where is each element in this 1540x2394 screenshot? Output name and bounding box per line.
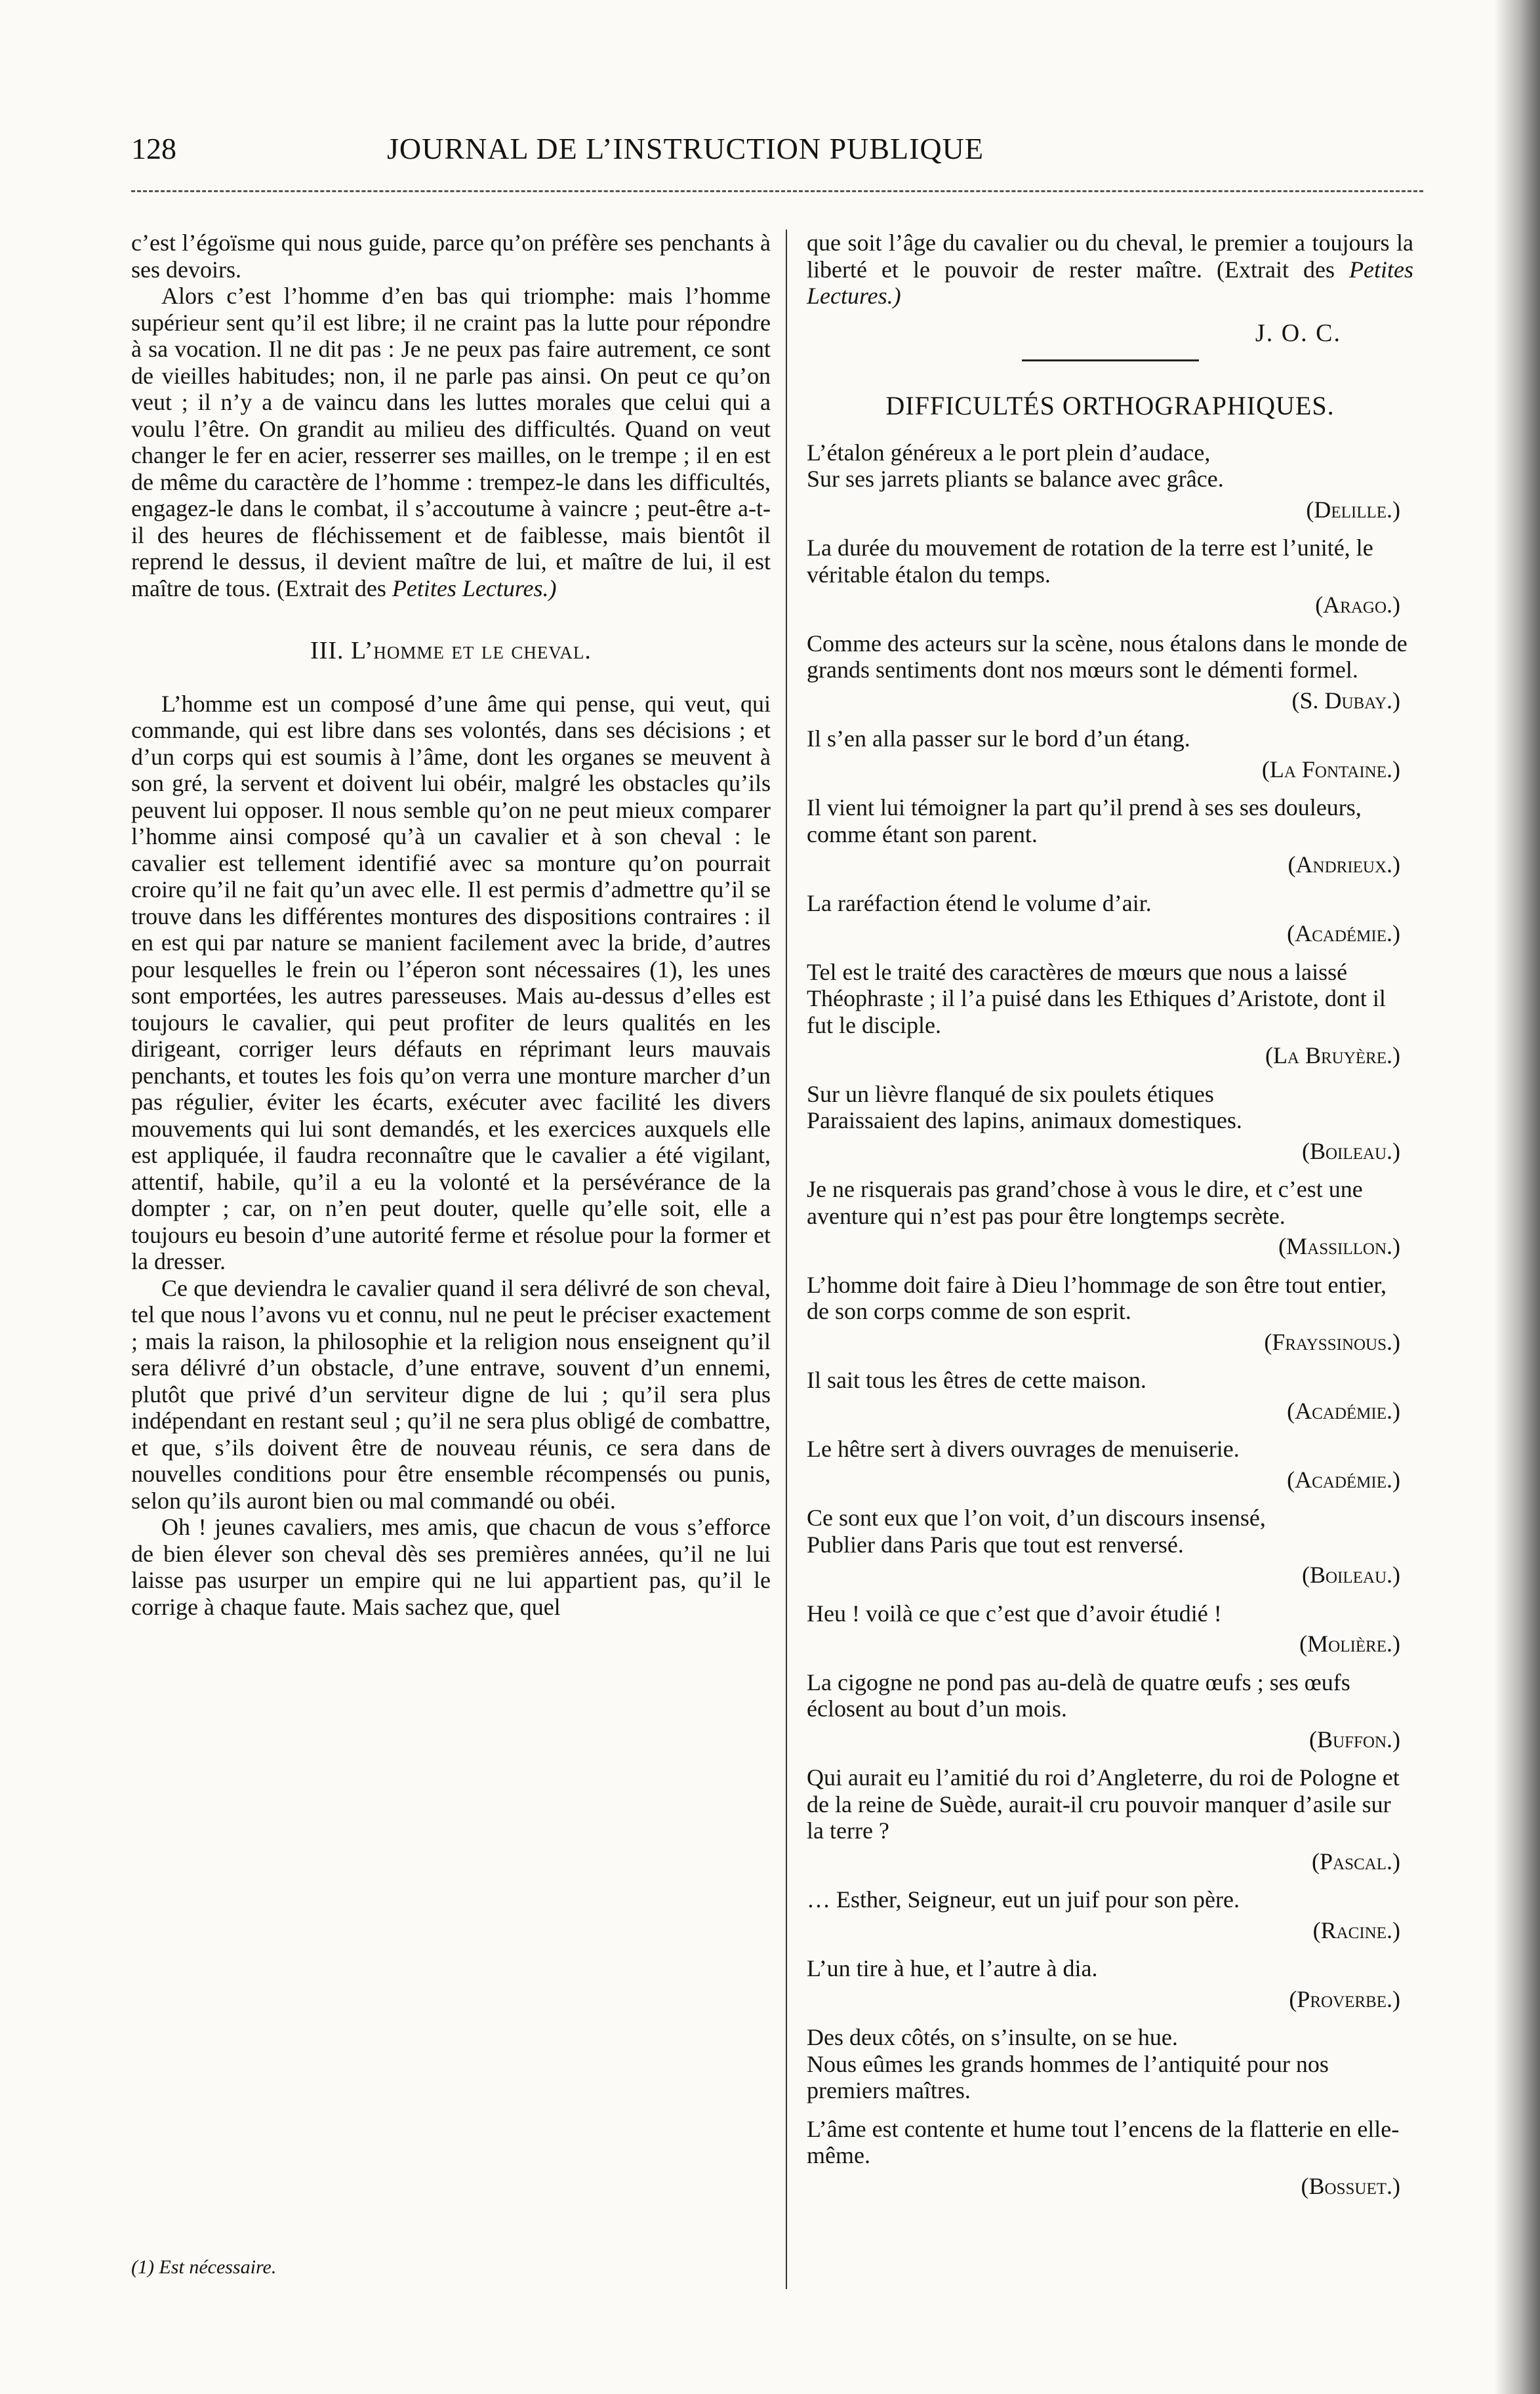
quotation-source: (Académie.) (1287, 920, 1400, 946)
quotation-entry (807, 1505, 1413, 1589)
header-rule (131, 190, 1423, 192)
quotation-line: Comme des acteurs sur la scène, nous étalons dans le monde de grands sentiments dont nos mœurs sont le démenti formel. (807, 630, 1408, 683)
quotation-entry (807, 1081, 1413, 1165)
paragraph: L’homme est un composé d’une âme qui pense, qui veut, qui commande, qui est libre dans ses volontés, dans ses décisions ; et d’un corps qui est soumis à l’âme, dont les organes se meuvent à son gré, la servent et doivent lui obéir, malgré les obstacles qu’ils peuvent lui opposer. Il nous semble qu’on ne peut mieux comparer l’homme ainsi composé qu’à un cavalier et à son cheval : le cavalier est tellement identifié avec sa monture qu’on pourrait croire qu’il ne fait qu’un avec elle. Il est permis d’admettre qu’il se trouve dans les différentes montures des dispositions contraires : il en est qui par nature se manient facilement avec la bride, d’autres pour lesquelles le frein ou l’éperon sont nécessaires (1), les unes sont emportées, les autres paresseuses. Mais au-dessus d’elles est toujours le cavalier, qui peut profiter de leurs qualités en les dirigeant, corriger leurs défauts en réprimant leurs mauvais penchants, et toutes les fois qu’on verra une monture marcher d’un pas régulier, éviter les écarts, exécuter avec facilité les divers mouvements qui lui sont demandés, et les exercices auxquels elle est appliquée, il faudra reconnaître que le cavalier a été vigilant, attentif, habile, qu’il a eu la volonté et la persévérance de la dompter ; car, on n’en peut douter, quelle qu’elle soit, elle a toujours eu besoin d’une autorité ferme et résolue pour la former et la dresser. (131, 690, 771, 1274)
quotation-source: (Arago.) (1315, 592, 1400, 618)
quotation-line: Paraissaient des lapins, animaux domestiques. (807, 1107, 1242, 1133)
quotation-entry (807, 1436, 1413, 1493)
quotation-entry (807, 1669, 1413, 1753)
quotation-source: (Racine.) (1312, 1917, 1400, 1943)
paragraph-text: Alors c’est l’homme d’en bas qui triomphe: mais l’homme supérieur sent qu’il est libre; il ne craint pas la lutte pour répondre à sa vocation. Il ne dit pas : Je ne peux pas faire autrement, ce sont de vieilles habitudes; non, il ne parle pas ainsi. On peut ce qu’on veut ; il n’y a de vaincu dans les luttes morales que celui qui a voulu l’être. On grandit au milieu des difficultés. Quand on veut changer le fer en acier, resserrer ses mailles, on le trempe ; il en est de même du caractère de l’homme : trempez-le dans les difficultés, engagez-le dans le combat, il s’accoutume à vaincre ; peut-être a-t-il des heures de fléchissement et de faiblesse, mais bientôt il reprend le dessus, il devient maître de lui, et maître de lui, il est maître de tous. (Extrait des (131, 283, 771, 601)
quotation-line: L’un tire à hue, et l’autre à dia. (807, 1955, 1098, 1981)
quotation-source: (Andrieux.) (1287, 851, 1400, 878)
source-title: Petites Lectures.) (392, 575, 557, 601)
source-title: Petites Lectures.) (807, 256, 1414, 309)
quotation-line: Sur un lièvre flanqué de six poulets étiques (807, 1080, 1214, 1107)
paragraph-text: que soit l’âge du cavalier ou du cheval, le premier a toujours la liberté et le pouvoir de rester maître. (Extrait des (807, 230, 1413, 283)
quotation-line: Le hêtre sert à divers ouvrages de menuiserie. (807, 1436, 1240, 1462)
quotation-entry (807, 439, 1413, 523)
quotation-source: (Buffon.) (1309, 1726, 1400, 1753)
quotation-line: Des deux côtés, on s’insulte, on se hue. (807, 2024, 1178, 2050)
quotation-source: (La Fontaine.) (1261, 756, 1400, 782)
quotation-entry (807, 2024, 1413, 2104)
quotation-source: (Massillon.) (1278, 1233, 1400, 1259)
quotation-source: (Boileau.) (1301, 1562, 1400, 1588)
column-divider (786, 230, 787, 2289)
quotation-line: L’âme est contente et hume tout l’encens de la flatterie en elle-même. (807, 2115, 1400, 2168)
quotation-line: Heu ! voilà ce que c’est que d’avoir étudié ! (807, 1600, 1222, 1627)
quotation-line: Ce sont eux que l’on voit, d’un discours insensé, (807, 1505, 1266, 1531)
quotation-entry (807, 1764, 1413, 1875)
quotation-line: Il sait tous les êtres de cette maison. (807, 1367, 1146, 1393)
section-title: DIFFICULTÉS ORTHOGRAPHIQUES. (885, 391, 1335, 420)
quotation-source: (Pascal.) (1312, 1848, 1400, 1875)
paragraph: Ce que deviendra le cavalier quand il sera délivré de son cheval, tel que nous l’avons vu et connu, nul ne peut le préciser exactement ; mais la raison, la philosophie et la religion nous enseignent qu’il sera délivré d’un obstacle, d’une entrave, souvent d’un ennemi, plutôt que privé d’un serviteur digne de lui ; qu’il sera plus indépendant en restant seul ; qu’il ne sera plus obligé de combattre, et que, s’ils doivent être de nouveau réunis, ce sera dans de nouvelles conditions pour être ensemble récompensés ou punis, selon qu’ils auront bien ou mal commandé ou obéi. (131, 1274, 771, 1514)
quotation-line: Il vient lui témoigner la part qu’il prend à ses ses douleurs, comme étant son parent. (807, 794, 1362, 847)
page-edge-shadow (1494, 0, 1540, 2394)
quotation-source: (Frayssinous.) (1264, 1328, 1400, 1355)
quotation-entry (807, 1272, 1413, 1356)
quotation-line: Je ne risquerais pas grand’chose à vous le dire, et c’est une aventure qui n’est pas pour être longtemps secrète. (807, 1176, 1363, 1229)
quotation-entry (807, 890, 1413, 947)
left-column (131, 230, 771, 1620)
quotation-line: L’homme doit faire à Dieu l’hommage de son être tout entier, de son corps comme de son esprit. (807, 1271, 1387, 1324)
quotation-entry (807, 1367, 1413, 1424)
quotation-entry (807, 1955, 1413, 2012)
quotation-entry (807, 1176, 1413, 1260)
running-title: JOURNAL DE L’INSTRUCTION PUBLIQUE (387, 132, 984, 165)
quotation-line: Qui aurait eu l’amitié du roi d’Angleterre, du roi de Pologne et de la reine de Suède, aurait-il cru pouvoir manquer d’asile sur la terre ? (807, 1764, 1400, 1844)
quotation-line: L’étalon généreux a le port plein d’audace, (807, 439, 1211, 466)
quotation-line: Il s’en alla passer sur le bord d’un étang. (807, 725, 1190, 752)
quotation-source: (Proverbe.) (1289, 1985, 1400, 2012)
quotation-source: (Bossuet.) (1301, 2172, 1400, 2199)
quotation-source: (Boileau.) (1301, 1137, 1400, 1164)
quotation-line: Nous eûmes les grands hommes de l’antiquité pour nos premiers maîtres. (807, 2050, 1329, 2103)
divider (1022, 359, 1199, 361)
quotation-source: (La Bruyère.) (1265, 1042, 1400, 1068)
quotation-entry (807, 794, 1413, 878)
footnote: (1) Est nécessaire. (131, 2256, 277, 2278)
quotation-line: … Esther, Seigneur, eut un juif pour son père. (807, 1886, 1240, 1913)
quotation-entry (807, 1600, 1413, 1657)
entry-list (807, 439, 1413, 2200)
quotation-source: (Molière.) (1299, 1631, 1400, 1657)
quotation-line: La cigogne ne pond pas au-delà de quatre œufs ; ses œufs éclosent au bout d’un mois. (807, 1669, 1350, 1722)
quotation-source: (Delille.) (1306, 496, 1400, 523)
quotation-source: (Académie.) (1287, 1466, 1400, 1493)
signature: J. O. C. (1255, 319, 1341, 347)
section-title: III. L’homme et le cheval. (310, 637, 592, 664)
page-header (0, 131, 1233, 184)
quotation-line: La durée du mouvement de rotation de la terre est l’unité, le véritable étalon du temps. (807, 535, 1373, 588)
paragraph (131, 283, 771, 601)
quotation-entry (807, 2116, 1413, 2200)
quotation-entry (807, 1886, 1413, 1943)
right-column (807, 230, 1413, 2211)
quotation-entry (807, 725, 1413, 782)
paragraph: c’est l’égoïsme qui nous guide, parce qu’on préfère ses penchants à ses devoirs. (131, 230, 771, 283)
paragraph (807, 230, 1413, 310)
page-number: 128 (131, 132, 176, 165)
quotation-entry (807, 630, 1413, 714)
quotation-entry (807, 535, 1413, 619)
quotation-line: Sur ses jarrets pliants se balance avec grâce. (807, 466, 1224, 492)
quotation-line: Publier dans Paris que tout est renversé. (807, 1531, 1184, 1558)
quotation-entry (807, 959, 1413, 1069)
quotation-line: Tel est le traité des caractères de mœurs que nous a laissé Théophraste ; il l’a puisé dans les Ethiques d’Aristote, dont il fut le disciple. (807, 958, 1386, 1038)
paragraph: Oh ! jeunes cavaliers, mes amis, que chacun de vous s’efforce de bien élever son cheval dès ses premières années, qu’il ne lui laisse pas usurper un empire qui ne lui appartient pas, qu’il le corrige à chaque faute. Mais sachez que, quel (131, 1514, 771, 1620)
quotation-source: (Académie.) (1287, 1397, 1400, 1424)
quotation-source: (S. Dubay.) (1291, 687, 1400, 714)
quotation-line: La raréfaction étend le volume d’air. (807, 889, 1152, 916)
